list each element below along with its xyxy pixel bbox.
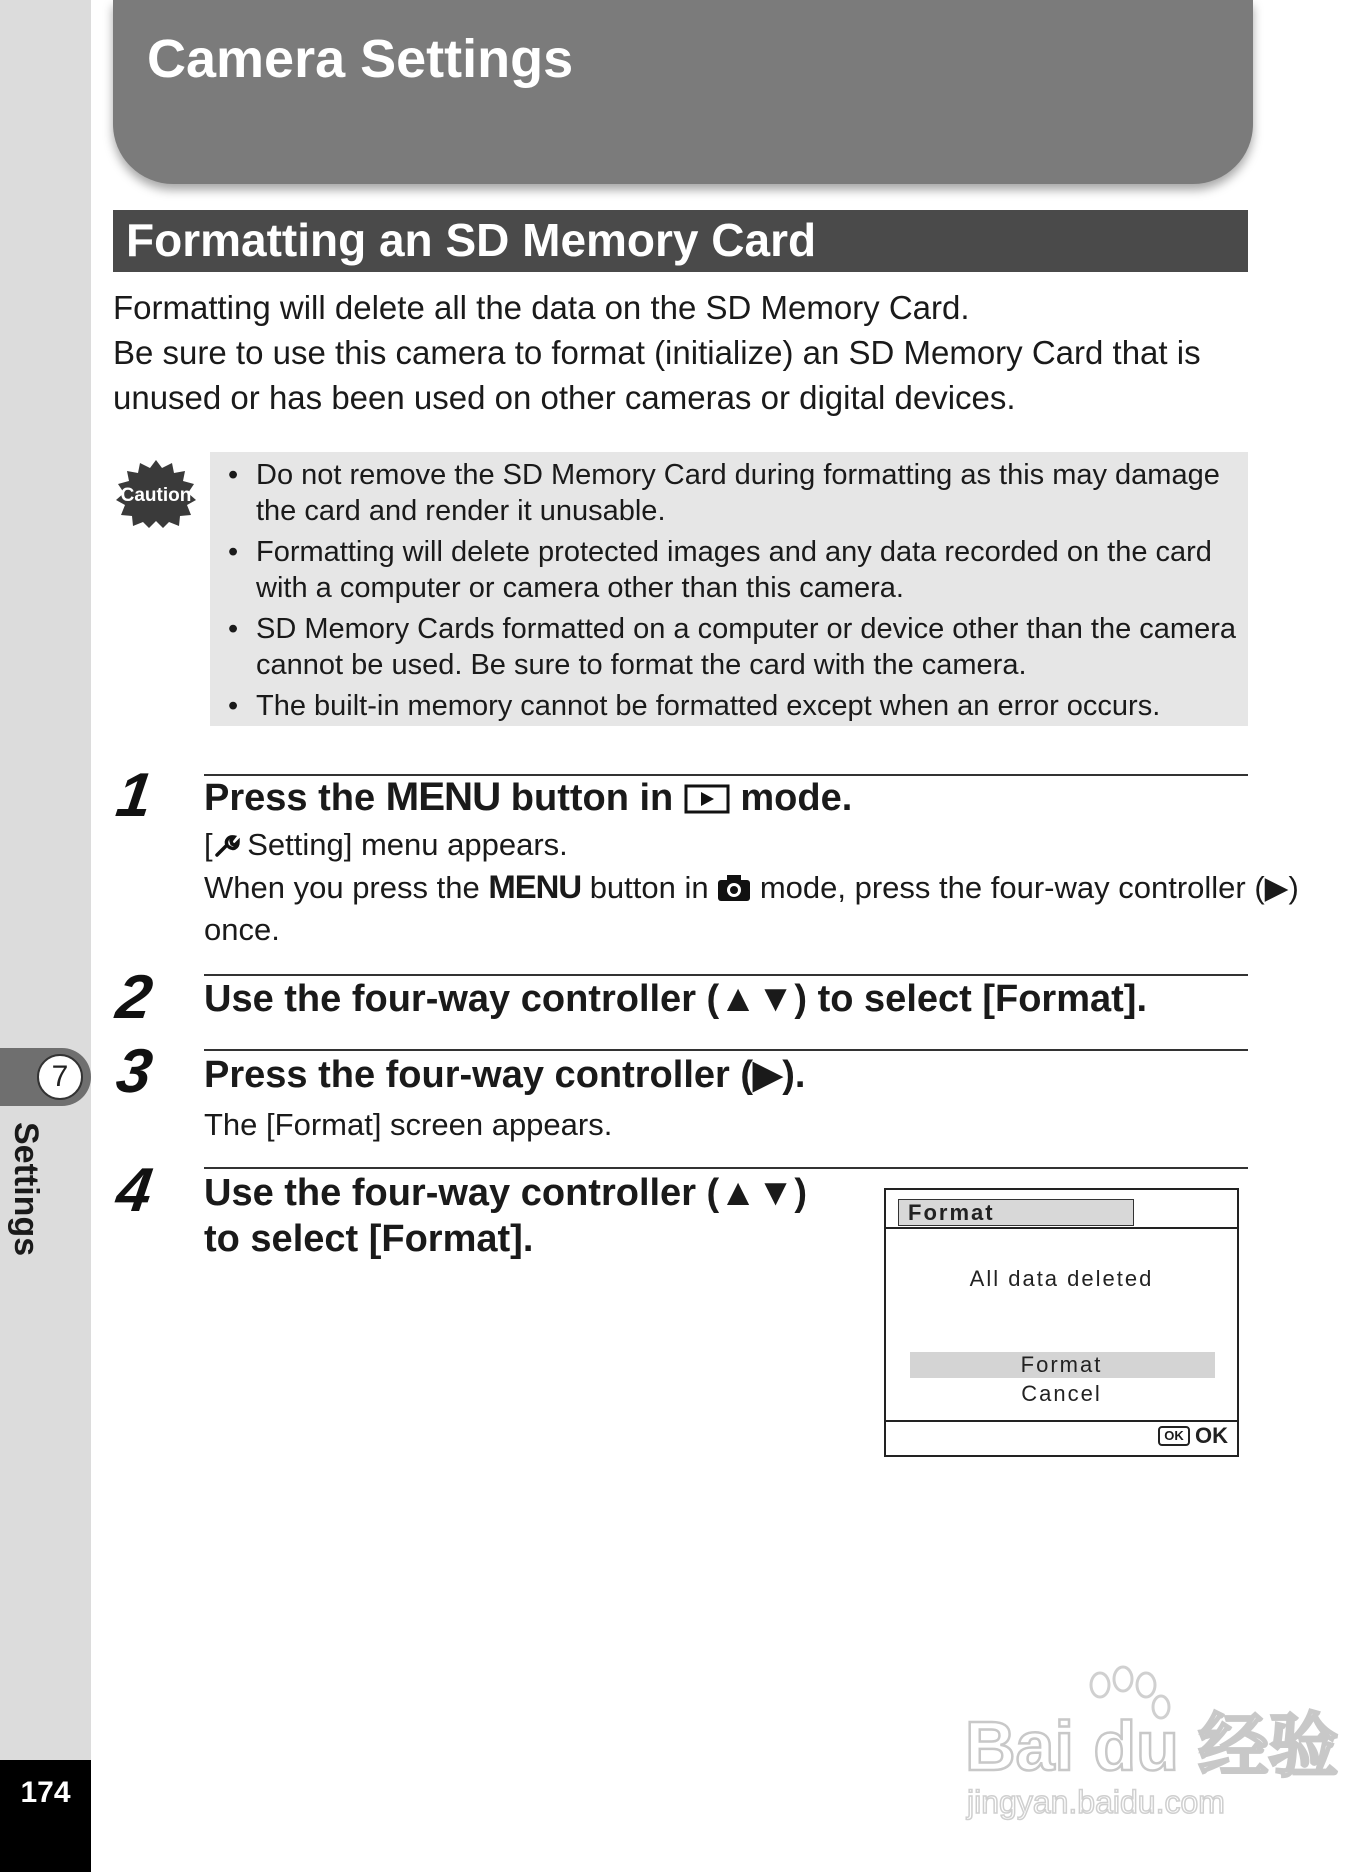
- playback-icon: [684, 784, 730, 814]
- baidu-watermark: [965, 1665, 1339, 1825]
- intro-line-1: Formatting will delete all the data on the SD Memory Card.: [113, 289, 970, 326]
- caution-item: • Formatting will delete protected images and any data recorded on the card with a computer or camera other than this camera.: [224, 534, 1244, 606]
- wrench-icon: [213, 833, 239, 859]
- page-number: 174: [20, 1776, 71, 1809]
- screen-message: All data deleted: [969, 1266, 1154, 1291]
- menu-button-label: MENU: [488, 868, 582, 905]
- step-3-title: Press the four-way controller (▶).: [204, 1054, 806, 1096]
- intro-text: [113, 285, 1253, 420]
- step-1-line-1: [204, 824, 1360, 866]
- step-1-line-2-mid: button in: [581, 870, 718, 905]
- chapter-label: Settings: [7, 1122, 45, 1257]
- caution-icon: [116, 460, 196, 528]
- camera-icon: [717, 874, 751, 902]
- sidebar-strip: [0, 0, 91, 1872]
- step-3-rule: [204, 1049, 1248, 1051]
- chapter-number: 7: [37, 1054, 83, 1100]
- caution-list: [224, 457, 1244, 729]
- step-2-title: Use the four-way controller (▲▼) to select [Format].: [204, 978, 1148, 1020]
- step-3-body: The [Format] screen appears.: [204, 1107, 613, 1142]
- step-4-title-line-1: Use the four-way controller (▲▼): [204, 1172, 808, 1214]
- step-4-rule: [204, 1167, 1248, 1169]
- step-1-line-1-text: Setting] menu appears.: [238, 827, 568, 862]
- caution-item: • The built-in memory cannot be formatted except when an error occurs.: [224, 688, 1244, 724]
- screen-tab-label: Format: [908, 1200, 995, 1225]
- screen-divider-bottom: [886, 1420, 1237, 1422]
- section-title: Formatting an SD Memory Card: [126, 214, 817, 266]
- step-1-title-pre: Press the: [204, 777, 386, 819]
- step-1-title-post: mode.: [729, 777, 853, 819]
- step-1-line-2: [204, 866, 1360, 951]
- step-4-title-line-2: to select [Format].: [204, 1218, 534, 1260]
- step-1-title: [204, 774, 852, 821]
- step-1-line-2-post: mode, press the four-way controller (▶) once.: [204, 870, 1299, 947]
- step-3-number: 3: [112, 1037, 157, 1106]
- step-2-number: 2: [112, 963, 157, 1032]
- intro-line-2: Be sure to use this camera to format (initialize) an SD Memory Card that is unused or has been used on other cameras or digital devices.: [113, 334, 1201, 416]
- step-1-title-mid: button in: [500, 777, 684, 819]
- option-format[interactable]: Format: [1020, 1352, 1103, 1377]
- step-1-line-2-pre: When you press the: [204, 870, 489, 905]
- bracket-open: [: [204, 827, 213, 862]
- watermark-url: jingyan.baidu.com: [967, 1784, 1225, 1820]
- caution-item: • SD Memory Cards formatted on a computer or device other than the camera cannot be used. Be sure to format the card with the camera.: [224, 611, 1244, 683]
- ok-badge: OK: [1158, 1426, 1190, 1446]
- caution-icon-label: Caution: [120, 485, 192, 506]
- watermark-brand: Bai du 经验: [965, 1707, 1339, 1785]
- step-4-number: 4: [112, 1156, 157, 1225]
- caution-item: • Do not remove the SD Memory Card during formatting as this may damage the card and render it unusable.: [224, 457, 1244, 529]
- screen-divider-top: [886, 1227, 1237, 1229]
- ok-label: OK: [1195, 1423, 1228, 1448]
- option-cancel[interactable]: Cancel: [1021, 1381, 1102, 1406]
- page-title: Camera Settings: [147, 29, 574, 89]
- step-1-number: 1: [112, 761, 157, 830]
- format-screen: [884, 1188, 1239, 1457]
- step-4-title: [204, 1170, 807, 1262]
- menu-button-label: MENU: [385, 774, 501, 819]
- step-1-body: [204, 824, 1360, 951]
